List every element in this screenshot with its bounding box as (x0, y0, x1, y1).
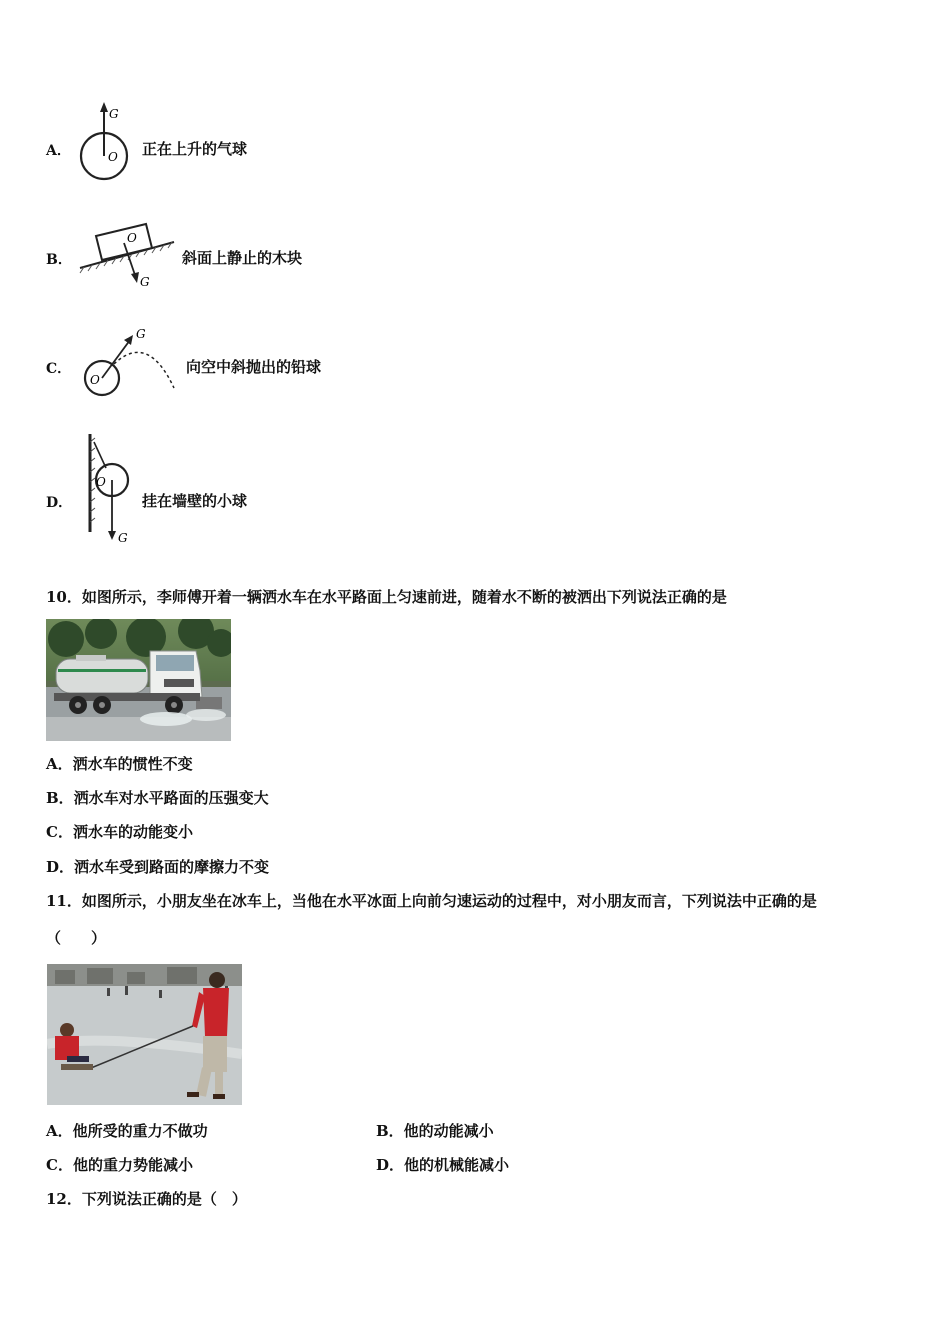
option-c-text: 向空中斜抛出的铅球 (186, 358, 322, 376)
q12-stem: 12．下列说法正确的是（ ） (46, 1190, 247, 1208)
balloon-force-diagram (75, 100, 135, 185)
q10-option-c: C．洒水车的动能变小 (46, 823, 193, 841)
q11-paren: （ ） (46, 929, 107, 947)
o-label: O (90, 373, 100, 387)
option-d-text: 挂在墙壁的小球 (142, 492, 248, 510)
g-label: G (118, 531, 128, 545)
q10-option-b: B．洒水车对水平路面的压强变大 (46, 789, 269, 807)
q11-option-a: A．他所受的重力不做功 (46, 1122, 208, 1140)
o-label: O (127, 231, 137, 245)
q10-option-d: D．洒水车受到路面的摩擦力不变 (46, 858, 270, 876)
q11-option-c: C．他的重力势能减小 (46, 1156, 193, 1174)
q10-stem: 10．如图所示，李师傅开着一辆洒水车在水平路面上匀速前进，随着水不断的被洒出下列说法正确的是 (46, 588, 727, 606)
q11-option-d: D．他的机械能减小 (376, 1156, 510, 1174)
option-b-letter: B． (46, 252, 72, 268)
block-on-slope-diagram (78, 218, 178, 290)
shot-put-diagram (78, 322, 183, 402)
g-label: G (109, 107, 119, 121)
option-a-letter: A． (46, 143, 71, 159)
g-label: G (136, 327, 146, 341)
g-label: G (140, 275, 150, 289)
o-label: O (108, 150, 118, 164)
option-b-text: 斜面上静止的木块 (182, 249, 303, 267)
o-label: O (96, 475, 106, 489)
q10-option-a: A．洒水车的惯性不变 (46, 755, 193, 773)
q11-option-b: B．他的动能减小 (376, 1122, 494, 1140)
ice-sled-photo (47, 964, 242, 1105)
option-c-letter: C． (46, 361, 72, 377)
hanging-ball-diagram (82, 432, 142, 550)
sprinkler-truck-photo (46, 619, 231, 741)
option-d-letter: D． (46, 495, 73, 511)
q11-stem: 11．如图所示，小朋友坐在冰车上，当他在水平冰面上向前匀速运动的过程中，对小朋友而言，下列说法中正确的是 (46, 892, 817, 910)
option-a-text: 正在上升的气球 (142, 140, 248, 158)
